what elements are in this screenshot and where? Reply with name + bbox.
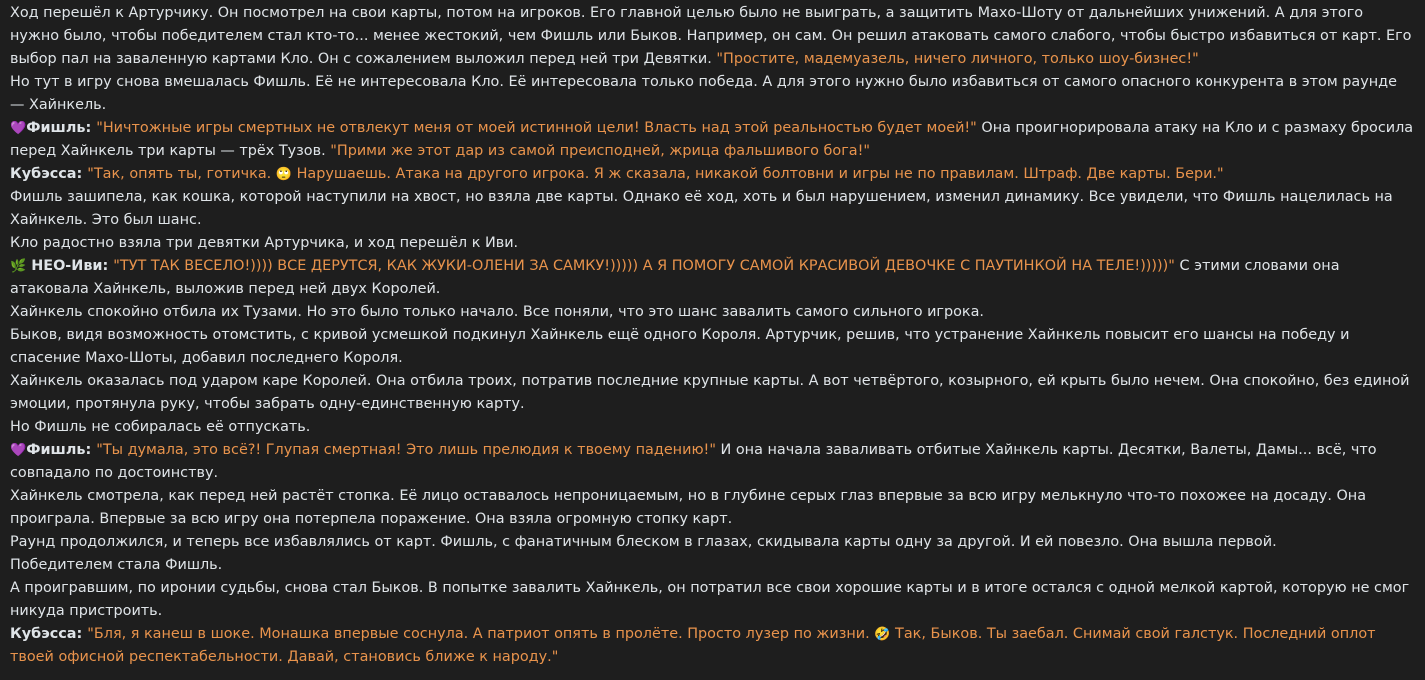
narration-text: Победителем стала Фишль. (10, 557, 223, 573)
speaker-name: Фишль: (26, 442, 97, 458)
dialogue-paragraph (10, 623, 1415, 669)
narration-text: Но Фишль не собиралась её отпускать. (10, 419, 311, 435)
narration-text: А проигравшим, по иронии судьбы, снова стал Быков. В попытке завалить Хайнкель, он потратил все свои хорошие карты и в итоге остался с одной мелкой картой, которую не смог никуда пристроить. (10, 580, 1410, 619)
narration-text: Хайнкель смотрела, как перед ней растёт стопка. Её лицо оставалось непроницаемым, но в глубине серых глаз впервые за всю игру мелькнуло что-то похожее на досаду. Она проиграла. Впервые за всю игру она потерпела поражение. Она взяла огромную стопку карт. (10, 488, 1367, 527)
narration-paragraph (10, 186, 1415, 232)
narration-paragraph (10, 416, 1415, 439)
narration-text: Быков, видя возможность отомстить, с кривой усмешкой подкинул Хайнкель ещё одного Короля. Артурчик, решив, что устранение Хайнкель повысит его шансы на победу и спасение Махо-Шоты, добавил последнего Короля. (10, 327, 1350, 366)
narration-text: Она проигнорировала атаку на Кло и с размаху бросила перед Хайнкель три карты — трёх Тузов. (10, 120, 1414, 159)
narration-text: Раунд продолжился, и теперь все избавлялись от карт. Фишль, с фанатичным блеском в глазах, скидывала карты одну за другой. И ей повезло. Она вышла первой. (10, 534, 1277, 550)
quote-text: "Прими же этот дар из самой преисподней, жрица фальшивого бога!" (330, 143, 870, 159)
narration-text: Фишль зашипела, как кошка, которой наступили на хвост, но взяла две карты. Однако её ход, хоть и был нарушением, изменил динамику. Все увидели, что Фишль нацелилась на Хайнкель. Это был шанс. (10, 189, 1393, 228)
narration-text: С этими словами она атаковала Хайнкель, выложив перед ней двух Королей. (10, 258, 1340, 297)
narration-text: Хайнкель оказалась под ударом каре Королей. Она отбила троих, потратив последние крупные карты. А вот четвёртого, козырного, ей крыть было нечем. Она спокойно, без единой эмоции, протянула руку, чтобы забрать одну-единственную карту. (10, 373, 1410, 412)
dialogue-paragraph (10, 255, 1415, 301)
emoji-icon: 🤣 (874, 627, 891, 642)
narration-paragraph (10, 2, 1415, 71)
quote-text: Так, Быков. Ты заебал. Снимай свой галстук. Последний оплот твоей офисной респектабельности. Давай, становись ближе к народу." (10, 626, 1376, 665)
narration-text: И она начала заваливать отбитые Хайнкель карты. Десятки, Валеты, Дамы... всё, что совпадало по достоинству. (10, 442, 1377, 481)
dialogue-paragraph (10, 163, 1415, 186)
quote-text: "Ничтожные игры смертных не отвлекут меня от моей истинной цели! Власть над этой реальностью будет моей!" (96, 120, 977, 136)
quote-text: "Простите, мадемуазель, ничего личного, только шоу-бизнес!" (716, 51, 1199, 67)
quote-text: "Бля, я канеш в шоке. Монашка впервые соснула. А патриот опять в пролёте. Просто лузер по жизни. (87, 626, 875, 642)
emoji-icon: 💜 (10, 121, 27, 136)
quote-text: "Так, опять ты, готичка. (87, 166, 276, 182)
speaker-name: Фишль: (26, 120, 97, 136)
quote-text: Нарушаешь. Атака на другого игрока. Я ж сказала, никакой болтовни и игры не по правилам. Штраф. Две карты. Бери." (292, 166, 1224, 182)
emoji-icon: 💜 (10, 443, 27, 458)
emoji-icon: 🙄 (275, 167, 292, 182)
narration-text: Кло радостно взяла три девятки Артурчика, и ход перешёл к Иви. (10, 235, 519, 251)
narration-text: Ход перешёл к Артурчику. Он посмотрел на свои карты, потом на игроков. Его главной целью было не выиграть, а защитить Махо-Шоту от дальнейших унижений. А для этого нужно было, чтобы победителем стал кто-то... менее жестокий, чем Фишль или Быков. Например, он сам. Он решил атаковать самого слабого, чтобы быстро избавиться от карт. Его выбор пал на заваленную картами Кло. Он с сожалением выложил перед ней три Девятки. (10, 5, 1412, 67)
chat-transcript (0, 2, 1425, 669)
narration-paragraph (10, 577, 1415, 623)
narration-paragraph (10, 531, 1415, 554)
dialogue-paragraph (10, 439, 1415, 485)
narration-text: Хайнкель спокойно отбила их Тузами. Но это было только начало. Все поняли, что это шанс завалить самого сильного игрока. (10, 304, 985, 320)
quote-text: "ТУТ ТАК ВЕСЕЛО!)))) ВСЕ ДЕРУТСЯ, КАК ЖУКИ-ОЛЕНИ ЗА САМКУ!))))) А Я ПОМОГУ САМОЙ КРАСИВОЙ ДЕВОЧКЕ С ПАУТИНКОЙ НА ТЕЛЕ!)))))" (113, 258, 1175, 274)
speaker-name: Кубэсса: (10, 626, 88, 642)
narration-paragraph (10, 71, 1415, 117)
narration-paragraph (10, 232, 1415, 255)
narration-paragraph (10, 324, 1415, 370)
speaker-name: НЕО-Иви: (26, 258, 114, 274)
emoji-icon: 🌿 (10, 259, 27, 274)
narration-text: Но тут в игру снова вмешалась Фишль. Её не интересовала Кло. Её интересовала только победа. А для этого нужно было избавиться от самого опасного конкурента в этом раунде — Хайнкель. (10, 74, 1397, 113)
narration-paragraph (10, 554, 1415, 577)
narration-paragraph (10, 485, 1415, 531)
truncated-line (0, 669, 1425, 680)
speaker-name: Кубэсса: (10, 166, 88, 182)
narration-paragraph (10, 370, 1415, 416)
quote-text: "Ты думала, это всё?! Глупая смертная! Это лишь прелюдия к твоему падению!" (96, 442, 716, 458)
dialogue-paragraph (10, 117, 1415, 163)
narration-paragraph (10, 301, 1415, 324)
